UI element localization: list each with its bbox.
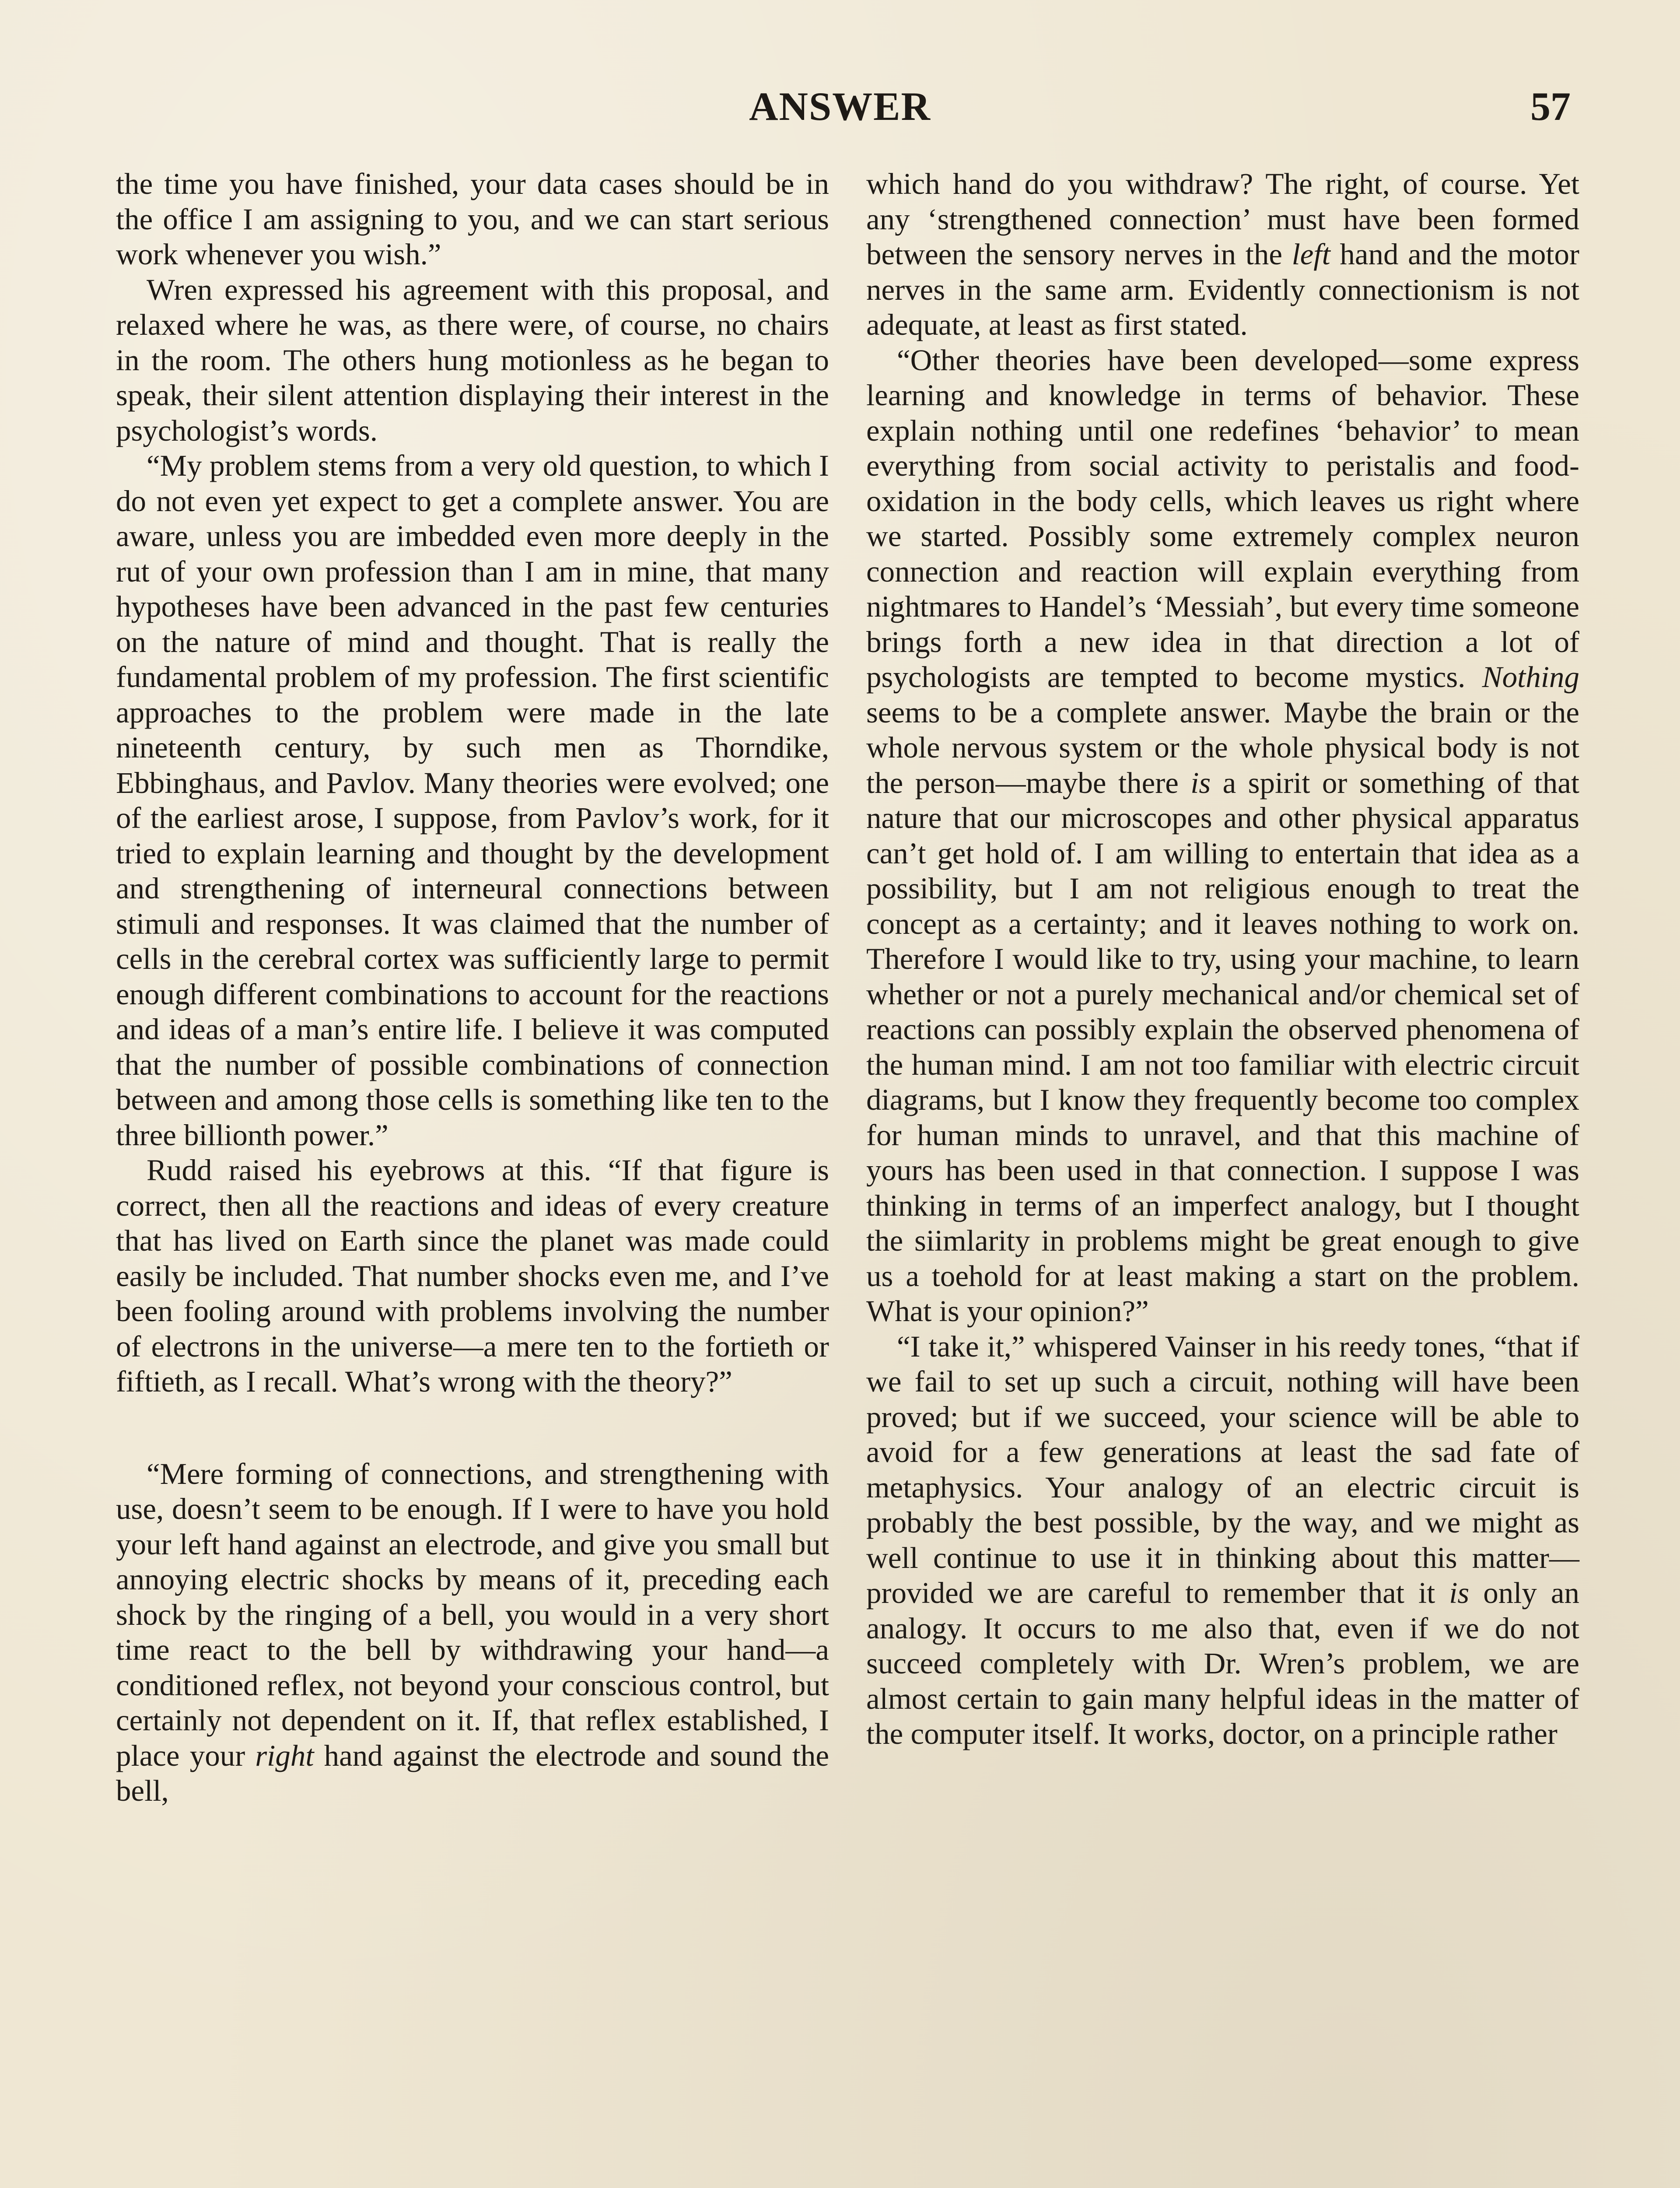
text-run: only an analogy. It occurs to me also that, even if we do not succeed completely with Dr. Wren’s problem, we are almost certain to gain many helpful ideas in the matter of the computer itself. It works, doctor, on a principle rather xyxy=(866,1576,1580,1750)
text-run: which hand do you withdraw? The right, of course. Yet any ‘strengthened connection’ must have been formed between the sensory nerves in the xyxy=(866,167,1579,271)
text-run: “I take it,” whispered Vainser in his reedy tones, “that if we fail to set up such a circuit, nothing will have been proved; but if we succeed, your science will be able to avoid for a few generations at least the sad fate of metaphysics. Your analogy of an electric circuit is probably the best possible, by the way, and we might as well continue to use it in thinking about this matter—provided we are careful to remember that it xyxy=(866,1329,1579,1609)
text-run: a spirit or something of that nature that our microscopes and other physical apparatus can’t get hold of. I am willing to entertain that idea as a possibility, but I am not religious enough to treat the concept as a certainty; and it leaves nothing to work on. Therefore I would like to try, using your machine, to learn whether or not a purely mechanical and/or chemical set of reactions can possibly explain the observed phenomena of the human mind. I am not too familiar with electric circuit diagrams, but I know they frequently become too complex for human minds to unravel, and that this machine of yours has been used in that connection. I suppose I was thinking in terms of an imperfect analogy, but I thought the siimlarity in problems might be great enough to give us a toehold for at least making a start on the problem. What is your opinion?” xyxy=(866,766,1579,1328)
text-run: seems to be a complete answer. Maybe the brain or the whole nervous system or the whole physical body is not the person—maybe there xyxy=(866,695,1579,799)
running-title: ANSWER xyxy=(749,84,931,129)
italic-text: is xyxy=(1190,766,1211,799)
paragraph xyxy=(866,166,1579,343)
italic-text: is xyxy=(1449,1576,1470,1609)
paragraph: Rudd raised his eyebrows at this. “If that figure is correct, then all the reactions and ideas of every creature that has lived on Earth since the planet was made could easily be included. That number shocks even me, and I’ve been fooling around with problems involving the number of electrons in the universe—a mere ten to the fortieth or fiftieth, as I recall. What’s wrong with the theory?” xyxy=(116,1154,829,1398)
paragraph: the time you have finished, your data cases should be in the office I am assigning to you, and we can start serious work whenever you wish.” xyxy=(116,167,829,271)
italic-text: Nothing xyxy=(1482,660,1579,694)
right-column xyxy=(866,166,1579,1752)
text-run: “Other theories have been developed—some express learning and knowledge in terms of behavior. These explain nothing until one redefines ‘behavior’ to mean everything from social activity to peristalis and food-oxidation in the body cells, which leaves us right where we started. Possibly some extremely complex neuron connection and reaction will explain everything from nightmares to Handel’s ‘Messiah’, but every time someone brings forth a new idea in that direction a lot of psychologists are tempted to become mystics. xyxy=(866,343,1579,694)
text-run: hand against the electrode and sound the bell, xyxy=(116,1739,829,1807)
paragraph xyxy=(866,343,1579,1329)
paragraph xyxy=(116,1456,829,1809)
paragraph: “My problem stems from a very old question, to which I do not even yet expect to get a complete answer. You are aware, unless you are imbedded even more deeply in the rut of your own profession than I am in mine, that many hypotheses have been advanced in the past few centuries on the nature of mind and thought. That is really the fundamental problem of my profession. The first scientific approaches to the problem were made in the late nineteenth century, by such men as Thorndike, Ebbinghaus, and Pavlov. Many theories were evolved; one of the earliest arose, I suppose, from Pavlov’s work, for it tried to explain learning and thought by the development and strengthening of interneural connections between stimuli and responses. It was claimed that the number of cells in the cerebral cortex was sufficiently large to permit enough different combinations to account for the reactions and ideas of a man’s entire life. I believe it was computed that the number of possible combinations of connection between and among those cells is something like ten to the three billionth power.” xyxy=(116,449,829,1152)
italic-text: right xyxy=(255,1739,314,1772)
paragraph xyxy=(866,1329,1579,1752)
text-run: “Mere forming of connections, and strengthening with use, doesn’t seem to be enough. If I were to have you hold your left hand against an electrode, and give you small but annoying electric shocks by means of it, preceding each shock by the ringing of a bell, you would in a very short time react to the bell by withdrawing your hand—a conditioned reflex, not beyond your conscious control, but certainly not dependent on it. If, that reflex established, I place your xyxy=(116,1457,829,1772)
left-column xyxy=(116,166,829,1809)
paragraph: Wren expressed his agreement with this proposal, and relaxed where he was, as there were, of course, no chairs in the room. The others hung motionless as he began to speak, their silent attention displaying their interest in the psychologist’s words. xyxy=(116,273,829,447)
section-break xyxy=(116,1399,829,1456)
italic-text: left xyxy=(1292,238,1330,271)
text-run: hand and the motor nerves in the same arm. Evidently connectionism is not adequate, at least as first stated. xyxy=(866,238,1579,341)
page-header xyxy=(109,83,1571,136)
page-number: 57 xyxy=(1530,84,1571,129)
